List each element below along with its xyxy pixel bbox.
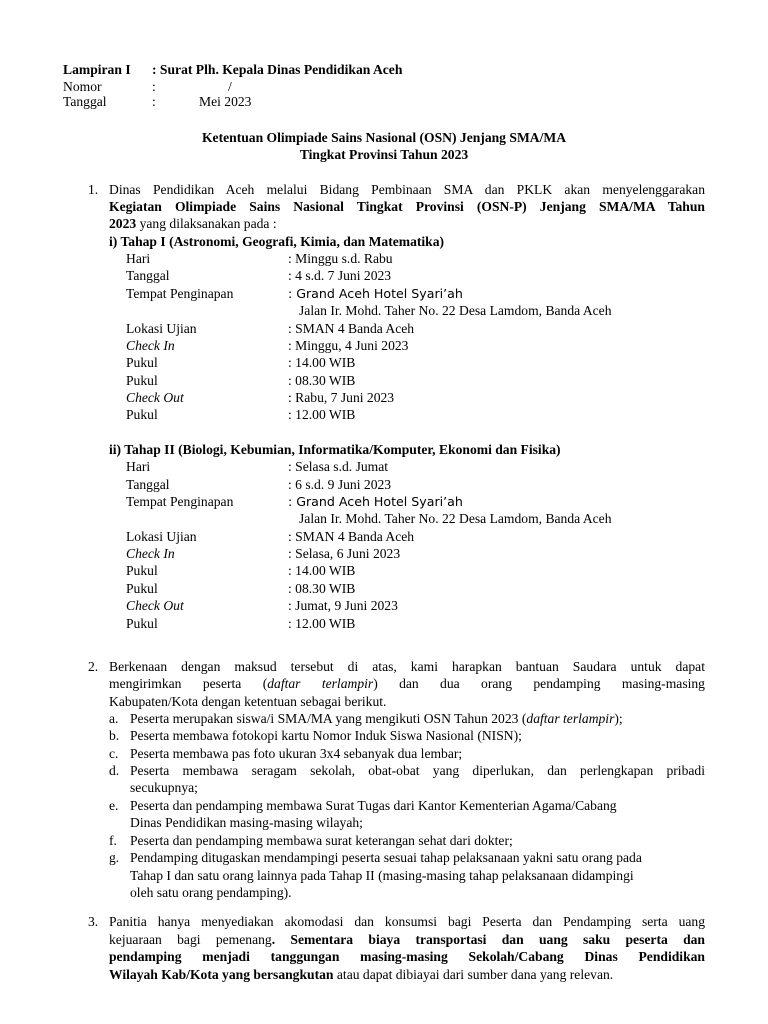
item-2-sub-a-text bbox=[130, 710, 623, 727]
item-2-line-2-italic: daftar terlampir bbox=[267, 676, 374, 691]
item-2-sub-a-after: ); bbox=[614, 711, 623, 726]
item-3-line-4-rest: atau dapat dibiayai dari sumber dana yang relevan. bbox=[333, 967, 614, 982]
stage-1-label-pukul-3: Pukul bbox=[126, 407, 158, 422]
stage-1-value-pukul-1: : 14.00 WIB bbox=[288, 355, 356, 370]
stage-1-label-pukul-1: Pukul bbox=[126, 355, 158, 370]
title-line-2: Tingkat Provinsi Tahun 2023 bbox=[299, 147, 469, 162]
stage-2-value-pukul-1: : 14.00 WIB bbox=[288, 563, 356, 578]
stage-1-value-tanggal: : 4 s.d. 7 Juni 2023 bbox=[288, 268, 392, 283]
tanggal-colon: : bbox=[152, 94, 156, 109]
stage-2-label-checkout: Check Out bbox=[126, 598, 184, 613]
stage-2-value-penginapan: : Grand Aceh Hotel Syari’ah bbox=[288, 494, 463, 509]
item-2-sub-d-cont: secukupnya; bbox=[130, 780, 198, 795]
item-3-number: 3. bbox=[88, 914, 99, 929]
item-2-sub-b-letter: b. bbox=[109, 728, 120, 743]
stage-2-value-lokasi: : SMAN 4 Banda Aceh bbox=[288, 529, 415, 544]
item-2-sub-d-letter: d. bbox=[109, 763, 120, 778]
stage-1-label-penginapan: Tempat Penginapan bbox=[126, 286, 234, 301]
nomor-colon: : bbox=[152, 79, 156, 94]
title-line-1: Ketentuan Olimpiade Sains Nasional (OSN) Jenjang SMA/MA bbox=[201, 130, 567, 145]
item-3-line-4 bbox=[109, 966, 613, 983]
stage-1-value-checkout: : Rabu, 7 Juni 2023 bbox=[288, 390, 395, 405]
lampiran-value: : Surat Plh. Kepala Dinas Pendidikan Aceh bbox=[152, 62, 403, 77]
stage-2-label-hari: Hari bbox=[126, 459, 151, 474]
stage-1-value-hari: : Minggu s.d. Rabu bbox=[288, 251, 393, 266]
stage-2-label-pukul-2: Pukul bbox=[126, 581, 158, 596]
item-2-sub-c-letter: c. bbox=[109, 746, 119, 761]
stage-2-value-address: Jalan Ir. Mohd. Taher No. 22 Desa Lamdom, Banda Aceh bbox=[299, 511, 612, 526]
stage-2-label-penginapan: Tempat Penginapan bbox=[126, 494, 234, 509]
stage-1-value-pukul-3: : 12.00 WIB bbox=[288, 407, 356, 422]
item-3-line-2-a: kejuaraan bagi pemenang bbox=[109, 932, 272, 947]
item-2-sub-g-letter: g. bbox=[109, 850, 120, 865]
stage-1-label-checkin: Check In bbox=[126, 338, 175, 353]
item-2-sub-b-text: Peserta membawa fotokopi kartu Nomor Induk Siswa Nasional (NISN); bbox=[130, 728, 522, 743]
stage-1-heading: i) Tahap I (Astronomi, Geografi, Kimia, dan Matematika) bbox=[109, 234, 445, 249]
stage-2-label-checkin: Check In bbox=[126, 546, 175, 561]
item-2-sub-g-text: Pendamping ditugaskan mendampingi peserta sesuai tahap pelaksanaan yakni satu orang pada bbox=[130, 850, 642, 865]
item-3-line-1: Panitia hanya menyediakan akomodasi dan konsumsi bagi Peserta dan Pendamping serta uang bbox=[109, 914, 705, 929]
item-2-sub-g-cont: Tahap I dan satu orang lainnya pada Tahap II (masing-masing tahap pelaksanaan didampingi bbox=[130, 868, 634, 883]
stage-2-value-pukul-3: : 12.00 WIB bbox=[288, 616, 356, 631]
item-1-line-1: Dinas Pendidikan Aceh melalui Bidang Pembinaan SMA dan PKLK akan menyelenggarakan bbox=[109, 182, 705, 197]
stage-2-label-pukul-3: Pukul bbox=[126, 616, 158, 631]
item-2-sub-d-text: Peserta membawa seragam sekolah, obat-obat yang diperlukan, dan perlengkapan pribadi bbox=[130, 763, 705, 778]
item-2-sub-c-text: Peserta membawa pas foto ukuran 3x4 sebanyak dua lembar; bbox=[130, 746, 463, 761]
item-3-line-4-bold: Wilayah Kab/Kota yang bersangkutan bbox=[109, 967, 334, 982]
stage-2-value-tanggal: : 6 s.d. 9 Juni 2023 bbox=[288, 477, 392, 492]
lampiran-label: Lampiran I bbox=[63, 62, 131, 77]
stage-1-label-tanggal: Tanggal bbox=[126, 268, 170, 283]
item-2-sub-f-letter: f. bbox=[109, 833, 117, 848]
stage-1-value-penginapan: : Grand Aceh Hotel Syari’ah bbox=[288, 286, 463, 301]
stage-1-label-pukul-2: Pukul bbox=[126, 373, 158, 388]
item-2-sub-a-main: Peserta merupakan siswa/i SMA/MA yang mengikuti OSN Tahun 2023 ( bbox=[130, 711, 527, 726]
item-1-number: 1. bbox=[88, 182, 99, 197]
stage-1-value-lokasi: : SMAN 4 Banda Aceh bbox=[288, 321, 415, 336]
item-2-number: 2. bbox=[88, 659, 99, 674]
item-2-sub-f-text: Peserta dan pendamping membawa surat keterangan sehat dari dokter; bbox=[130, 833, 513, 848]
stage-2-value-pukul-2: : 08.30 WIB bbox=[288, 581, 356, 596]
item-2-sub-a-letter: a. bbox=[109, 711, 119, 726]
item-2-sub-e-letter: e. bbox=[109, 798, 119, 813]
item-2-line-2-b: ) dan dua orang pendamping masing-masing bbox=[373, 676, 705, 691]
item-2-line-1: Berkenaan dengan maksud tersebut di atas, kami harapkan bantuan Saudara untuk dapat bbox=[109, 659, 705, 674]
stage-1-label-checkout: Check Out bbox=[126, 390, 184, 405]
stage-1-value-pukul-2: : 08.30 WIB bbox=[288, 373, 356, 388]
item-2-line-2 bbox=[109, 675, 705, 692]
tanggal-label: Tanggal bbox=[63, 94, 107, 109]
item-3-line-2-b: . Sementara bbox=[271, 932, 369, 947]
item-3-line-2-c: biaya transportasi dan uang saku peserta dan bbox=[368, 932, 705, 947]
stage-2-heading: ii) Tahap II (Biologi, Kebumian, Informatika/Komputer, Ekonomi dan Fisika) bbox=[109, 442, 561, 457]
item-2-line-3: Kabupaten/Kota dengan ketentuan sebagai berikut. bbox=[109, 694, 387, 709]
item-2-sub-g-cont-2: oleh satu orang pendamping). bbox=[130, 885, 292, 900]
stage-2-value-checkin: : Selasa, 6 Juni 2023 bbox=[288, 546, 401, 561]
stage-2-label-lokasi: Lokasi Ujian bbox=[126, 529, 197, 544]
item-2-sub-a-italic: daftar terlampir bbox=[526, 711, 615, 726]
nomor-label: Nomor bbox=[63, 79, 102, 94]
item-1-line-3 bbox=[109, 215, 277, 232]
stage-2-value-hari: : Selasa s.d. Jumat bbox=[288, 459, 389, 474]
item-2-line-2-a: mengirimkan peserta ( bbox=[109, 676, 268, 691]
stage-2-value-checkout: : Jumat, 9 Juni 2023 bbox=[288, 598, 398, 613]
nomor-value: / bbox=[228, 79, 232, 94]
item-1-line-3-rest: yang dilaksanakan pada : bbox=[136, 216, 277, 231]
item-3-line-3: pendamping menjadi tanggungan masing-masing Sekolah/Cabang Dinas Pendidikan bbox=[109, 949, 705, 964]
item-3-line-2 bbox=[109, 931, 705, 948]
stage-1-value-checkin: : Minggu, 4 Juni 2023 bbox=[288, 338, 409, 353]
stage-1-label-lokasi: Lokasi Ujian bbox=[126, 321, 197, 336]
tanggal-value: Mei 2023 bbox=[199, 94, 252, 109]
item-1-year: 2023 bbox=[109, 216, 137, 231]
stage-1-label-hari: Hari bbox=[126, 251, 151, 266]
stage-1-value-address: Jalan Ir. Mohd. Taher No. 22 Desa Lamdom, Banda Aceh bbox=[299, 303, 612, 318]
item-2-sub-e-text: Peserta dan pendamping membawa Surat Tugas dari Kantor Kementerian Agama/Cabang bbox=[130, 798, 617, 813]
item-1-line-2: Kegiatan Olimpiade Sains Nasional Tingkat Provinsi (OSN-P) Jenjang SMA/MA Tahun bbox=[109, 199, 705, 214]
item-2-sub-e-cont: Dinas Pendidikan masing-masing wilayah; bbox=[130, 815, 363, 830]
stage-2-label-tanggal: Tanggal bbox=[126, 477, 170, 492]
stage-2-label-pukul-1: Pukul bbox=[126, 563, 158, 578]
